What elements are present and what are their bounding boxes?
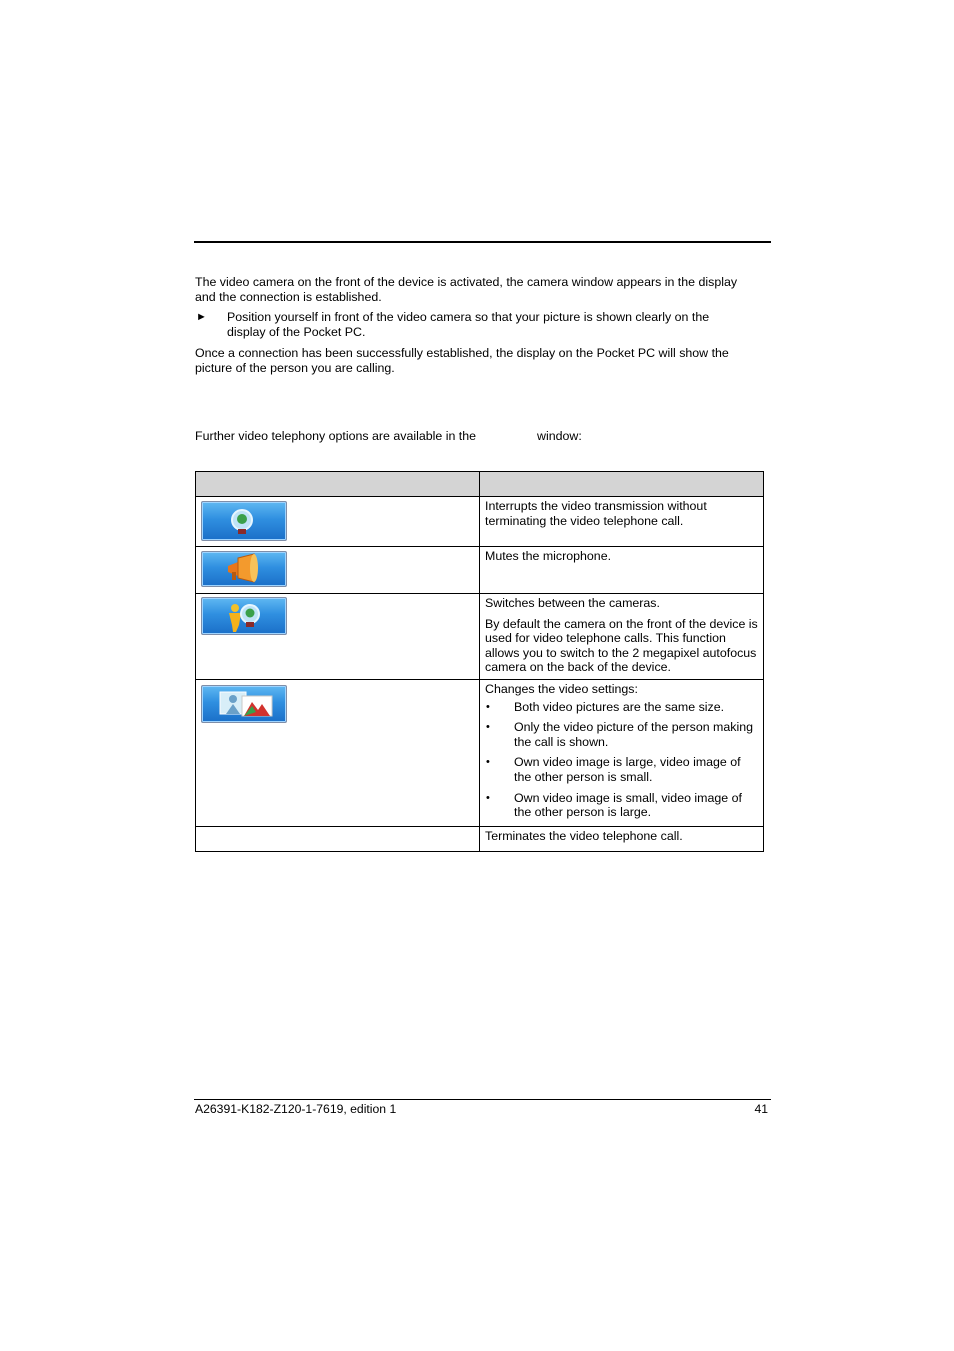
video-settings-icon [201,685,287,723]
connection-paragraph: Once a connection has been successfully established, the display on the Pocket PC will show the picture of the person you are calling. [195,346,729,375]
row-description: Mutes the microphone. [485,549,612,563]
list-item: • Only the video picture of the person making the call is shown. [485,720,758,749]
row-description: Switches between the cameras. [485,596,660,610]
table-row [196,826,764,851]
table-header-desc-col [480,472,764,497]
list-item: • Own video image is large, video image of the other person is small. [485,755,758,784]
table-row [196,679,764,826]
camera-switch-icon [201,597,287,635]
row-description: Changes the video settings: [485,681,638,696]
step-arrow-icon: ► [196,311,207,323]
footer-doc-id: A26391-K182-Z120-1-7619, edition 1 [195,1102,397,1116]
video-options-table [195,471,764,852]
list-item: • Both video pictures are the same size. [485,700,758,715]
video-settings-list [485,700,758,820]
row-description: Interrupts the video transmission without terminating the video telephone call. [485,499,707,528]
header-rule [194,241,771,243]
footer-rule [194,1099,771,1100]
step-instruction: Position yourself in front of the video camera so that your picture is shown clearly on the display of the Pocket PC. [227,310,710,339]
options-intro: Further video telephony options are available in the window: [195,429,582,443]
microphone-mute-icon [201,551,287,587]
table-header-icon-col [196,472,480,497]
row-description: Terminates the video telephone call. [485,828,683,843]
table-header-row [196,472,764,497]
table-row [196,547,764,594]
video-pause-icon [201,501,287,541]
row-description-detail: By default the camera on the front of the device is used for video telephone calls. This function allows you to switch to the 2 megapixel autofocus camera on the back of the device. [485,616,758,675]
table-row [196,497,764,547]
table-row [196,594,764,680]
intro-paragraph: The video camera on the front of the device is activated, the camera window appears in the display and the connection is established. [195,275,738,304]
footer-page-number: 41 [754,1102,768,1116]
list-item: • Own video image is small, video image of the other person is large. [485,791,758,820]
